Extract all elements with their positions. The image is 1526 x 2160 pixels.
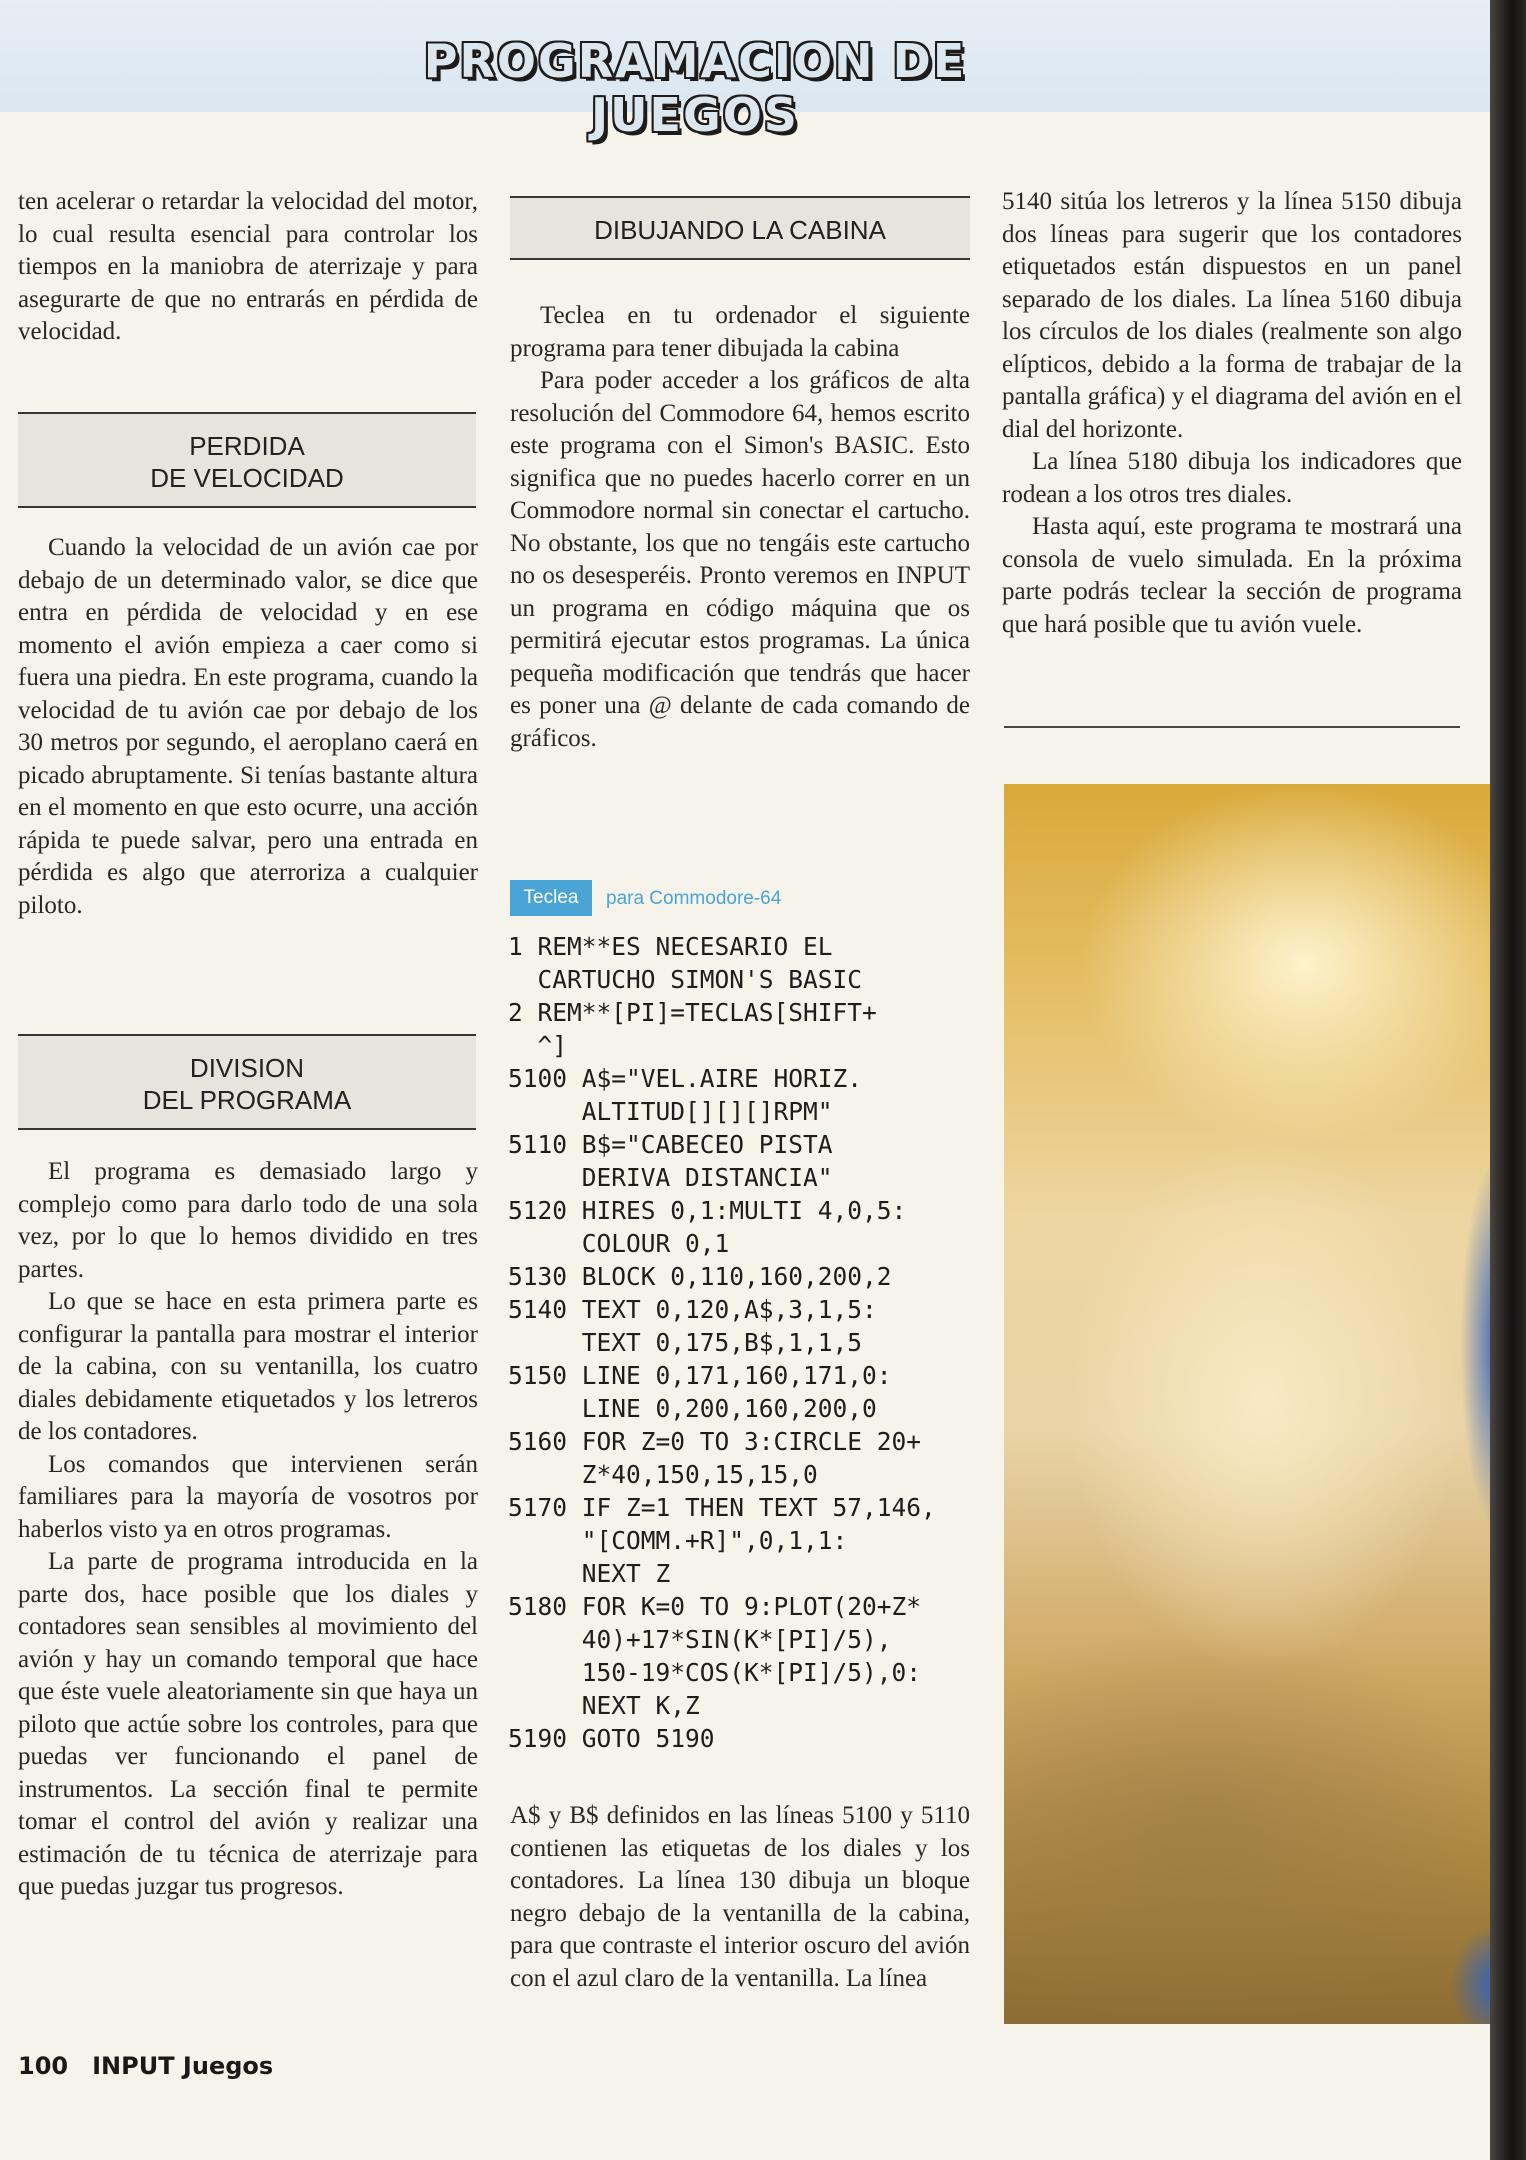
cabina-paragraph-1: Teclea en tu ordenador el siguiente programa para tener dibujada la cabina xyxy=(510,302,970,362)
code-line: 1 REM**ES NECESARIO EL xyxy=(508,932,833,961)
sky-clouds-photo xyxy=(1004,784,1490,2024)
code-line: TEXT 0,175,B$,1,1,5 xyxy=(508,1328,863,1357)
code-line: LINE 0,200,160,200,0 xyxy=(508,1394,877,1423)
code-line: CARTUCHO SIMON'S BASIC xyxy=(508,965,863,994)
page-title: PROGRAMACION DE JUEGOS xyxy=(423,34,967,142)
section-heading-perdida xyxy=(18,412,476,508)
code-line: 5110 B$="CABECEO PISTA xyxy=(508,1130,833,1159)
page-header xyxy=(0,0,1490,142)
page-binding-edge xyxy=(1490,0,1526,2160)
code-line: NEXT K,Z xyxy=(508,1691,700,1720)
code-line: 5120 HIRES 0,1:MULTI 4,0,5: xyxy=(508,1196,907,1225)
page-number: 100 xyxy=(18,2052,69,2080)
column-3 xyxy=(1002,186,1462,641)
code-line: "[COMM.+R]",0,1,1: xyxy=(508,1526,848,1555)
col3-paragraph-3: Hasta aquí, este programa te mostrará una consola de vuelo simulada. En la próxima parte podrás teclear la sección de programa que hará posible que tu avión vuele. xyxy=(1002,513,1462,638)
division-paragraph-4: La parte de programa introducida en la parte dos, hace posible que los diales y contadores sean sensibles al movimiento del avión y hay un comando temporal que hace que éste vuele aleatoriamente sin que haya un piloto que actúe sobre los controles, para que puedas ver funcionando el panel de instrumentos. La sección final te permite tomar el control del avión y realizar una estimación de tu técnica de aterrizaje para que puedas juzgar tus progresos. xyxy=(18,1548,478,1900)
code-line: 5190 GOTO 5190 xyxy=(508,1724,715,1753)
division-paragraph-2: Lo que se hace en esta primera parte es configurar la pantalla para mostrar el interior de la cabina, con su ventanilla, los cuatro diales debidamente etiquetados y los letreros de los contadores. xyxy=(18,1288,478,1445)
teclea-platform-label: para Commodore-64 xyxy=(606,888,782,909)
teclea-badge: Teclea xyxy=(510,880,592,916)
code-line: Z*40,150,15,15,0 xyxy=(508,1460,818,1489)
section-heading-line: DIVISION xyxy=(189,1053,305,1083)
intro-paragraph: ten acelerar o retardar la velocidad del motor, lo cual resulta esencial para controlar los tiempos en la maniobra de aterrizaje y para asegurarte de que no entrarás en pérdida de velocidad. xyxy=(18,188,478,345)
code-line: 5140 TEXT 0,120,A$,3,1,5: xyxy=(508,1295,877,1324)
cabina-section-body xyxy=(510,300,970,755)
section-heading-line: DEL PROGRAMA xyxy=(142,1085,352,1115)
blue-dial-edge xyxy=(1450,1924,1490,2024)
section-heading-line: DE VELOCIDAD xyxy=(150,463,344,493)
code-line: DERIVA DISTANCIA" xyxy=(508,1163,833,1192)
code-line: 5130 BLOCK 0,110,160,200,2 xyxy=(508,1262,892,1291)
magazine-name: INPUT Juegos xyxy=(92,2052,274,2080)
column-1 xyxy=(18,186,478,349)
division-paragraph-1: El programa es demasiado largo y complejo como para darlo todo de una sola vez, por lo que lo hemos dividido en tres partes. xyxy=(18,1158,478,1283)
code-line: 150-19*COS(K*[PI]/5),0: xyxy=(508,1658,922,1687)
after-code-body xyxy=(510,1800,970,1995)
division-section-body xyxy=(18,1156,478,1904)
col3-paragraph-2: La línea 5180 dibuja los indicadores que rodean a los otros tres diales. xyxy=(1002,448,1462,508)
perdida-section-body xyxy=(18,532,478,922)
col3-paragraph-1: 5140 sitúa los letreros y la línea 5150 dibuja dos líneas para sugerir que los contadores etiquetados están dispuestos en un panel separado de los diales. La línea 5160 dibuja los círculos de los diales (realmente son algo elípticos, debido a la forma de trabajar de la pantalla gráfica) y el diagrama del avión en el dial del horizonte. xyxy=(1002,188,1462,443)
code-line: 5160 FOR Z=0 TO 3:CIRCLE 20+ xyxy=(508,1427,922,1456)
code-line: 5100 A$="VEL.AIRE HORIZ. xyxy=(508,1064,863,1093)
section-heading-line: DIBUJANDO LA CABINA xyxy=(594,215,886,245)
code-line: ^] xyxy=(508,1031,568,1060)
section-heading-division xyxy=(18,1034,476,1130)
after-code-paragraph: A$ y B$ definidos en las líneas 5100 y 5110 contienen las etiquetas de los diales y los contadores. La línea 130 dibuja un bloque negro debajo de la ventanilla de la cabina, para que contraste el interior oscuro del avión con el azul claro de la ventanilla. La línea xyxy=(510,1802,970,1992)
cabina-paragraph-2: Para poder acceder a los gráficos de alta resolución del Commodore 64, hemos escrito este programa con el Simon's BASIC. Esto significa que no puedes hacerlo correr en un Commodore normal sin conectar el cartucho. No obstante, los que no tengáis este cartucho no os desesperéis. Pronto veremos en INPUT un programa en código máquina que os permitirá ejecutar estos programas. La única pequeña modificación que tendrás que hacer es poner una @ delante de cada comando de gráficos. xyxy=(510,367,970,752)
code-line: ALTITUD[][][]RPM" xyxy=(508,1097,833,1126)
column-divider-rule xyxy=(1004,726,1460,728)
code-line: 5180 FOR K=0 TO 9:PLOT(20+Z* xyxy=(508,1592,922,1621)
code-line: 40)+17*SIN(K*[PI]/5), xyxy=(508,1625,892,1654)
section-heading-cabina xyxy=(510,196,970,260)
code-line: NEXT Z xyxy=(508,1559,671,1588)
code-line: 2 REM**[PI]=TECLAS[SHIFT+ xyxy=(508,998,877,1027)
code-line: 5170 IF Z=1 THEN TEXT 57,146, xyxy=(508,1493,936,1522)
code-line: 5150 LINE 0,171,160,171,0: xyxy=(508,1361,892,1390)
code-line: COLOUR 0,1 xyxy=(508,1229,730,1258)
basic-code-listing xyxy=(508,930,988,1755)
division-paragraph-3: Los comandos que intervienen serán familiares para la mayoría de vosotros por haberlos visto ya en otros programas. xyxy=(18,1450,478,1543)
page-footer xyxy=(18,2052,273,2080)
section-heading-line: PERDIDA xyxy=(189,431,305,461)
blue-dial-edge xyxy=(1460,1154,1490,1534)
perdida-paragraph: Cuando la velocidad de un avión cae por debajo de un determinado valor, se dice que entra en pérdida de velocidad y en ese momento el avión empieza a caer como si fuera una piedra. En este programa, cuando la velocidad de tu avión cae por debajo de los 30 metros por segundo, el aeroplano caerá en picado abruptamente. Si tenías bastante altura en el momento en que esto ocurre, una acción rápida te puede salvar, pero una entrada en pérdida es algo que aterroriza a cualquier piloto. xyxy=(18,534,478,919)
